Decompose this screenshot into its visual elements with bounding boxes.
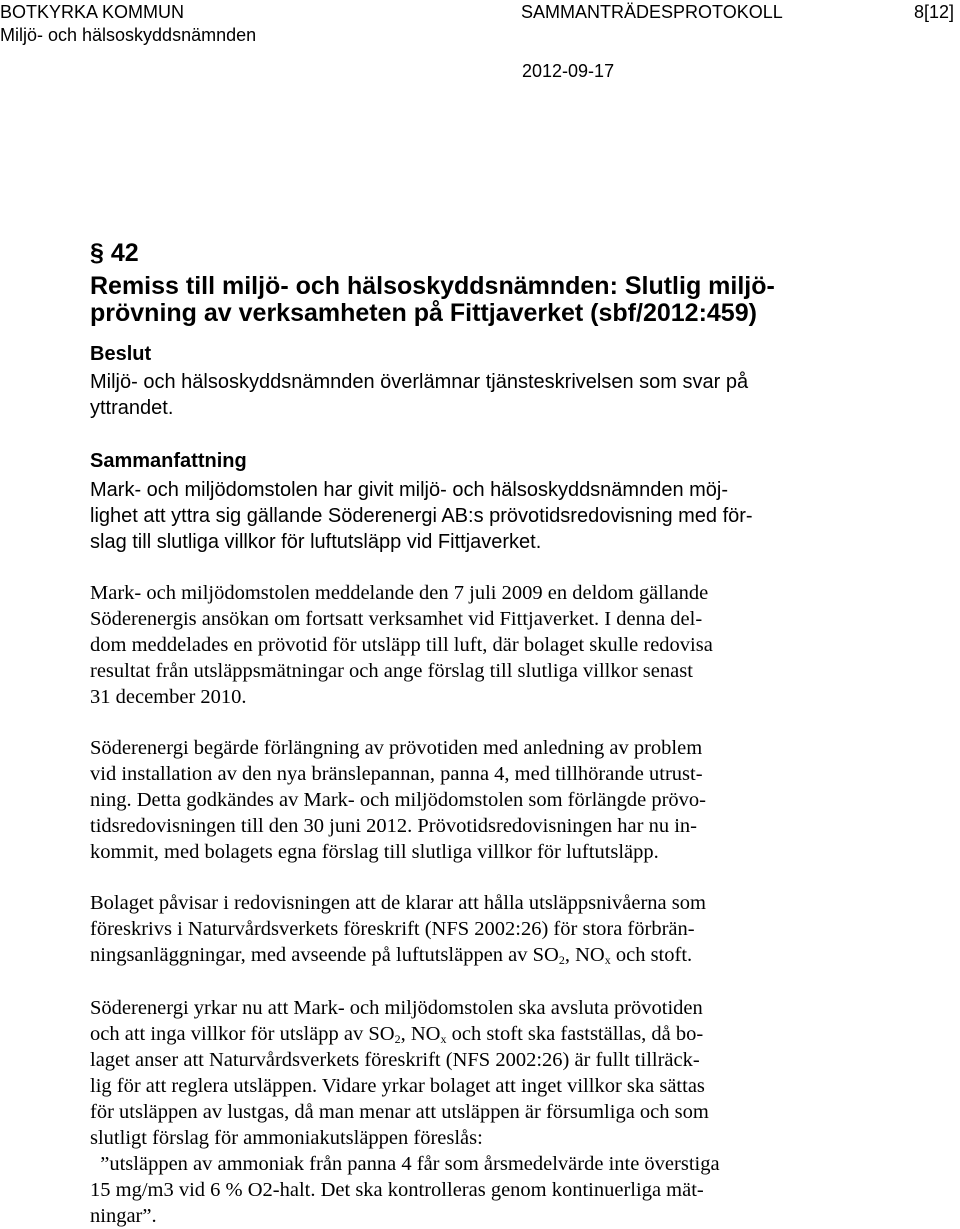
text-line: Miljö- och hälsoskyddsnämnden överlämnar tjänsteskrivelsen som svar på (90, 371, 749, 393)
text-line: resultat från utsläppsmätningar och ange förslag till slutliga villkor senast (90, 660, 693, 682)
text-line: Mark- och miljödomstolen meddelande den 7 juli 2009 en deldom gällande (90, 582, 709, 604)
text-line: dom meddelades en prövotid för utsläpp till luft, där bolaget skulle redovisa (90, 634, 713, 656)
text-line: lighet att yttra sig gällande Söderenergi AB:s prövotidsredovisning med för- (90, 505, 753, 527)
text-fragment: ningsanläggningar, med avseende på luftutsläppen av SO (90, 944, 559, 966)
text-line: Söderenergi yrkar nu att Mark- och miljödomstolen ska avsluta prövotiden (90, 997, 703, 1019)
organization-name: BOTKYRKA KOMMUN (0, 2, 185, 22)
text-line (90, 1021, 880, 1047)
subscript: x (440, 1032, 447, 1046)
text-line (90, 942, 880, 968)
paragraph-forlangning (90, 735, 880, 865)
sammanfattning-heading: Sammanfattning (90, 450, 247, 472)
subscript: 2 (394, 1032, 401, 1046)
text-line: lig för att reglera utsläppen. Vidare yrkar bolaget att inget villkor ska sättas (90, 1075, 705, 1097)
text-line: 15 mg/m3 vid 6 % O2-halt. Det ska kontrolleras genom kontinuerliga mät- (90, 1179, 704, 1201)
title-line: prövning av verksamheten på Fittjaverket (sbf/2012:459) (90, 299, 757, 327)
text-line: ningar”. (90, 1205, 157, 1227)
text-line: tidsredovisningen till den 30 juni 2012. Prövotidsredovisningen har nu in- (90, 815, 697, 837)
title-line: Remiss till miljö- och hälsoskyddsnämnden: Slutlig miljö- (90, 272, 775, 300)
sammanfattning-text (90, 477, 880, 555)
text-line: kommit, med bolagets egna förslag till slutliga villkor för luftutsläpp. (90, 841, 659, 863)
text-line: slag till slutliga villkor för luftutsläpp vid Fittjaverket. (90, 531, 542, 553)
text-line: yttrandet. (90, 397, 174, 419)
beslut-heading: Beslut (90, 343, 152, 365)
protocol-type: SAMMANTRÄDESPROTOKOLL (521, 2, 783, 22)
text-line: Söderenergis ansökan om fortsatt verksamhet vid Fittjaverket. I denna del- (90, 608, 703, 630)
section-number: § 42 (90, 239, 139, 267)
item-title (90, 273, 870, 327)
text-line: Bolaget påvisar i redovisningen att de klarar att hålla utsläppsnivåerna som (90, 892, 706, 914)
paragraph-deldom (90, 580, 880, 710)
text-line: Mark- och miljödomstolen har givit miljö- och hälsoskyddsnämnden möj- (90, 479, 729, 501)
paragraph-utslappsnivaer (90, 890, 880, 968)
text-fragment: , NO (400, 1023, 441, 1045)
text-fragment: och stoft. (610, 944, 693, 966)
text-line: ning. Detta godkändes av Mark- och miljödomstolen som förlängde prövo- (90, 789, 707, 811)
beslut-text (90, 369, 880, 421)
text-line: ”utsläppen av ammoniak från panna 4 får som årsmedelvärde inte överstiga (90, 1153, 720, 1175)
text-line: 31 december 2010. (90, 686, 247, 708)
meeting-date: 2012-09-17 (522, 61, 615, 81)
text-line: laget anser att Naturvårdsverkets föreskrift (NFS 2002:26) är fullt tillräck- (90, 1049, 700, 1071)
paragraph-yrkande (90, 995, 880, 1229)
subscript: 2 (558, 953, 565, 967)
department-name: Miljö- och hälsoskyddsnämnden (0, 25, 257, 45)
text-fragment: och att inga villkor för utsläpp av SO (90, 1023, 395, 1045)
page-indicator: 8[12] (913, 2, 954, 22)
text-line: vid installation av den nya bränslepannan, panna 4, med tillhörande utrust- (90, 763, 703, 785)
text-line: för utsläppen av lustgas, då man menar att utsläppen är försumliga och som (90, 1101, 709, 1123)
text-fragment: och stoft ska fastställas, då bo- (446, 1023, 704, 1045)
text-line: slutligt förslag för ammoniakutsläppen föreslås: (90, 1127, 483, 1149)
text-fragment: , NO (564, 944, 605, 966)
subscript: x (604, 953, 611, 967)
text-line: föreskrivs i Naturvårdsverkets föreskrift (NFS 2002:26) för stora förbrän- (90, 918, 695, 940)
text-line: Söderenergi begärde förlängning av prövotiden med anledning av problem (90, 737, 703, 759)
